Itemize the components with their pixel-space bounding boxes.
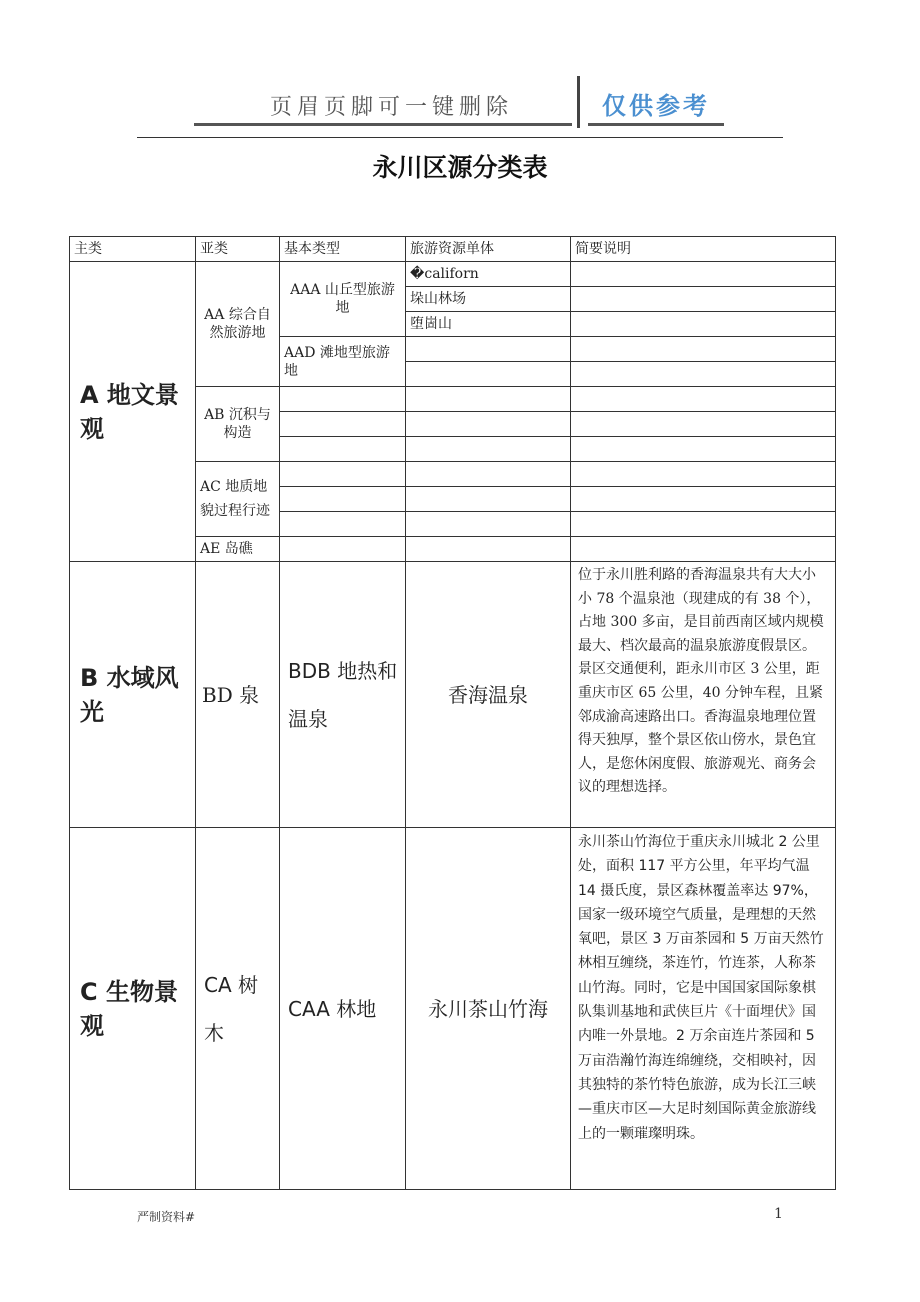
main-category-c: C 生物景观 <box>70 828 196 1190</box>
table-row <box>70 828 836 1190</box>
banner-right-text: 仅供参考 <box>602 92 710 120</box>
header-cell: 亚类 <box>196 237 280 262</box>
header-rule <box>137 137 783 138</box>
basic-cell <box>280 387 406 412</box>
table-header-row <box>70 237 836 262</box>
desc-cell <box>571 462 836 487</box>
unit-cell <box>406 512 571 537</box>
subcategory-bd: BD 泉 <box>196 562 280 828</box>
unit-xianghai: 香海温泉 <box>406 562 571 828</box>
banner-left <box>190 72 574 130</box>
desc-cell <box>571 512 836 537</box>
table-row <box>70 262 836 287</box>
basic-cell <box>280 487 406 512</box>
unit-cell <box>406 412 571 437</box>
header-cell: 主类 <box>70 237 196 262</box>
desc-xianghai: 位于永川胜利路的香海温泉共有大大小小 78 个温泉池（现建成的有 38 个），占地 300 多亩，是目前西南区域内规模最大、档次最高的温泉旅游度假景区。景区交通便利，距永川市区 3 公里，距重庆市区 65 公里，40 分钟车程，且紧邻成渝高速路出口。香海温泉地理位置得天独厚，整个景区依山傍水，景色宜人，是您休闲度假、旅游观光、商务会议的理想选择。 <box>571 562 836 828</box>
header-cell: 基本类型 <box>280 237 406 262</box>
header-cell: 简要说明 <box>571 237 836 262</box>
unit-cell: 堕崮山 <box>406 312 571 337</box>
unit-cell <box>406 462 571 487</box>
desc-cell <box>571 337 836 362</box>
unit-cell <box>406 337 571 362</box>
unit-cell: �californ <box>406 262 571 287</box>
basic-cell <box>280 537 406 562</box>
basic-type-caa: CAA 林地 <box>280 828 406 1190</box>
basic-cell <box>280 512 406 537</box>
basic-cell <box>280 462 406 487</box>
banner-underline <box>194 123 572 126</box>
main-category-b: B 水域风光 <box>70 562 196 828</box>
subcategory-ac: AC 地质地貌过程行迹 <box>196 462 280 537</box>
unit-cell <box>406 487 571 512</box>
desc-cell <box>571 387 836 412</box>
unit-cell <box>406 387 571 412</box>
subcategory-ae: AE 岛礁 <box>196 537 280 562</box>
basic-cell <box>280 437 406 462</box>
basic-type-bdb: BDB 地热和温泉 <box>280 562 406 828</box>
unit-cell <box>406 437 571 462</box>
table-row <box>70 562 836 828</box>
desc-cell <box>571 262 836 287</box>
subcategory-ab: AB 沉积与构造 <box>196 387 280 462</box>
resource-table <box>69 236 836 1190</box>
desc-cell <box>571 537 836 562</box>
desc-cell <box>571 312 836 337</box>
subcategory-ca: CA 树木 <box>196 828 280 1190</box>
main-category-a: A 地文景观 <box>70 262 196 562</box>
desc-chashan: 永川茶山竹海位于重庆永川城北 2 公里处，面积 117 平方公里，年平均气温 14 摄氏度，景区森林覆盖率达 97%，国家一级环境空气质量，是理想的天然氧吧，景区 3 万亩茶园和 5 万亩天然竹林相互缠绕，茶连竹，竹连茶，人称茶山竹海。同时，它是中国国家国际象棋队集训基地和武侠巨片《十面埋伏》国内唯一外景地。2 万余亩连片茶园和 5 万亩浩瀚竹海连绵缠绕，交相映衬，因其独特的茶竹特色旅游，成为长江三峡—重庆市区—大足时刻国际黄金旅游线上的一颗璀璨明珠。 <box>571 828 836 1190</box>
desc-cell <box>571 412 836 437</box>
unit-chashan: 永川茶山竹海 <box>406 828 571 1190</box>
footer-note: 严制资料# <box>137 1210 196 1224</box>
banner-underline-right <box>588 123 724 126</box>
header-cell: 旅游资源单体 <box>406 237 571 262</box>
unit-cell <box>406 537 571 562</box>
basic-type-aad: AAD 滩地型旅游地 <box>280 337 406 387</box>
basic-cell <box>280 412 406 437</box>
banner-divider <box>577 76 580 128</box>
page-number: 1 <box>774 1206 783 1222</box>
basic-type-aaa: AAA 山丘型旅游地 <box>280 262 406 337</box>
unit-cell <box>406 362 571 387</box>
page-title: 永川区源分类表 <box>372 153 548 182</box>
banner-left-text: 页眉页脚可一键删除 <box>270 95 514 120</box>
desc-cell <box>571 487 836 512</box>
desc-cell <box>571 362 836 387</box>
desc-cell <box>571 437 836 462</box>
desc-cell <box>571 287 836 312</box>
header-banner <box>190 72 730 130</box>
unit-cell: 垛山林场 <box>406 287 571 312</box>
subcategory-aa: AA 综合自然旅游地 <box>196 262 280 387</box>
